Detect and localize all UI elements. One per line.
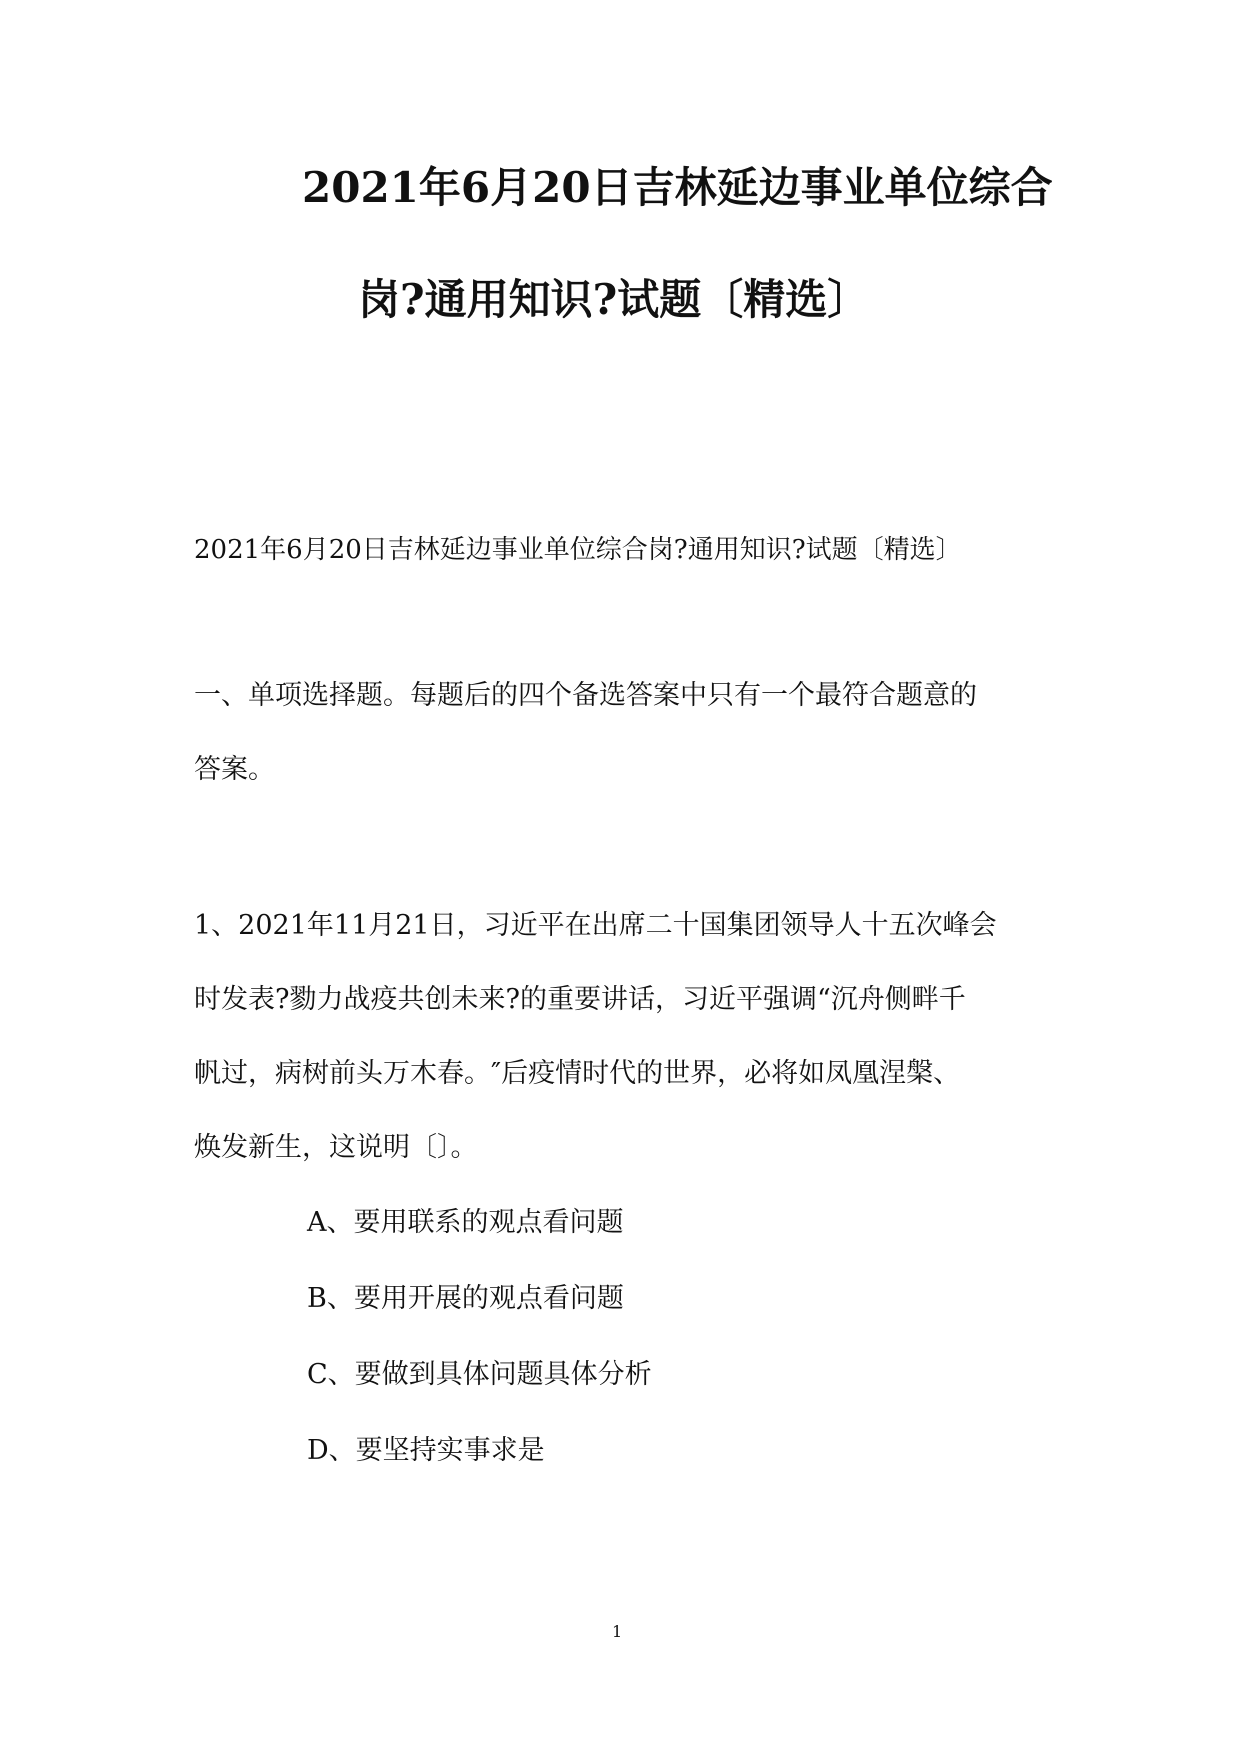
section-heading-line-2: 答案。	[194, 754, 275, 785]
option-c: C、要做到具体问题具体分析	[307, 1359, 652, 1390]
document-title-line-1: 2021年6月20日吉林延边事业单位综合	[302, 163, 1053, 212]
option-a: A、要用联系的观点看问题	[307, 1207, 624, 1238]
question-1-line-4: 焕发新生，这说明〔〕。	[194, 1132, 478, 1163]
page-number: 1	[612, 1622, 623, 1641]
option-d: D、要坚持实事求是	[307, 1435, 545, 1466]
repeated-title: 2021年6月20日吉林延边事业单位综合岗?通用知识?试题〔精选〕	[194, 535, 962, 565]
document-title-line-2: 岗?通用知识?试题〔精选〕	[358, 275, 870, 324]
question-1-line-2: 时发表?勠力战疫共创未来?的重要讲话，习近平强调“沉舟侧畔千	[194, 984, 966, 1015]
option-b: B、要用开展的观点看问题	[307, 1283, 624, 1314]
section-heading-line-1: 一、单项选择题。每题后的四个备选答案中只有一个最符合题意的	[194, 680, 977, 711]
question-1-line-1: 1、2021年11月21日，习近平在出席二十国集团领导人十五次峰会	[194, 910, 997, 941]
question-1-line-3: 帆过，病树前头万木春。″后疫情时代的世界，必将如凤凰涅槃、	[194, 1058, 961, 1089]
